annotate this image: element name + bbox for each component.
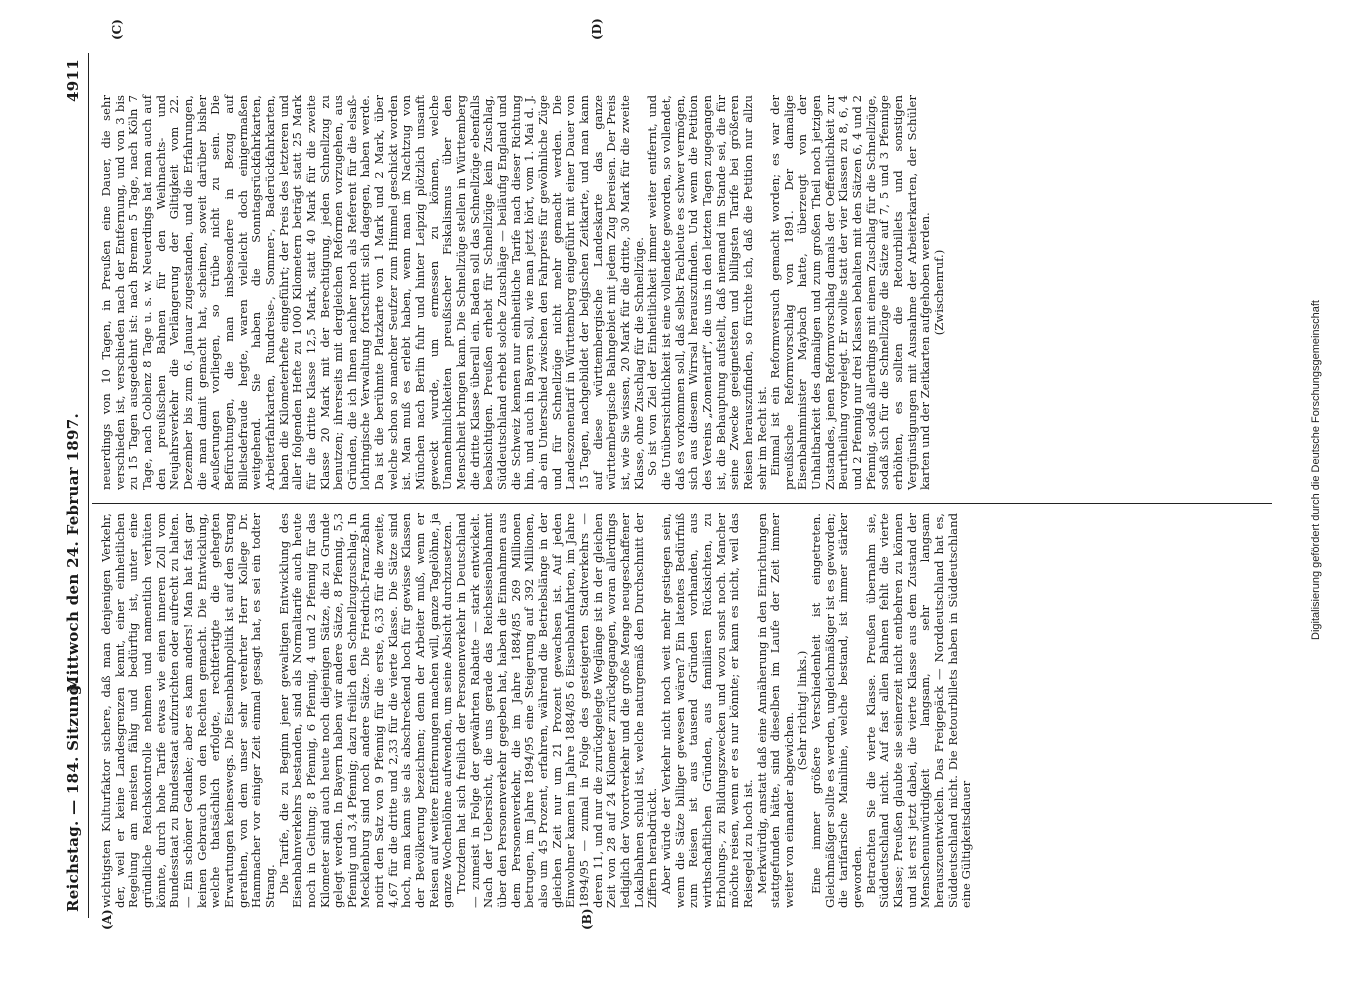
margin-marker-b: (B): [580, 908, 594, 930]
interjection: (Zwischenruf.): [932, 249, 947, 336]
page-number: 4911: [64, 59, 82, 102]
margin-marker-c: (C): [110, 19, 124, 40]
page-header: [62, 53, 89, 918]
paragraph: Die Tarife, die zu Beginn jener gewaltigen Entwicklung des Eisenbahnverkehrs bestanden, sind als Normaltarife auch heute noch in Geltung; 8 Pfennig, 6 Pfennig, 4 und 2 Pfennig für das Kilometer sind auch heute noch diejenigen Sätze, die zu Grunde gelegt werden. In Bayern haben wir andere Sätze, 8 Pfennig, 5,3 Pfennig und 3,4 Pfennig; dazu freilich den Schnellzugzuschlag. In Mecklenburg sind noch andere Sätze. Die Friedrich-Franz-Bahn notirt den Satz von 9 Pfennig für die erste, 6,33 für die zweite, 4,67 für die dritte und 2,33 für die vierte Klasse. Die Sätze sind hoch, man kann sie als abschreckend hoch für gewisse Klassen der Bevölkerung bezeichnen; denn der Arbeiter muß, wenn er Reisen auf weitere Entfernungen machen will, ganze Tagelöhne, ja ganze Wochenlöhne aufwenden, um seine Absicht durchzusetzen.: [276, 513, 455, 908]
paragraph: Betrachten Sie die vierte Klasse. Preußen übernahm sie, Süddeutschland nicht. Auf fast allen Bahnen fehlt die vierte Klasse; Preußen glaubte sie seinerzeit nicht entbehren zu können und ist erst jetzt dabei, die vierte Klasse aus dem Zustand der Menschenunwürdigkeit langsam, sehr langsam herauszuentwickeln. Das Freigepäck — Norddeutschland hat es, Süddeutschland nicht. Die Retourbillets haben in Süddeutschland eine Gültigkeitsdauer: [863, 513, 974, 908]
paragraph: wichtigsten Kulturfaktor sichere, daß man denjenigen Verkehr, der, weil er keine Landesgrenzen kennt, einer einheitlichen Regelung am meisten fähig und bedürftig ist, unter eine gründliche Reichskontrolle nehmen und namentlich verhüten könnte, durch hohe Tarife etwas wie einen inneren Zoll vom Bundesstaat zu Bundesstaat aufzurichten oder aufrecht zu halten. — Ein schöner Gedanke; aber es kam anders! Man hat fast gar keinen Gebrauch von den Rechten gemacht. Die Entwicklung, welche thatsächlich erfolgte, rechtfertigte die gehegten Erwartungen keineswegs. Die Eisenbahnpolitik ist auf den Strang gerathen, von dem unser sehr verehrter Herr Kollege Dr. Hammacher vor einiger Zeit einmal gesagt hat, es sei ein todter Strang.: [99, 513, 277, 908]
paragraph: Aber würde der Verkehr nicht noch weit mehr gestiegen sein, wenn die Sätze billiger gewesen wären? Ein latentes Bedürfniß zum Reisen ist aus tausend Gründen vorhanden, aus wirthschaftlichen Gründen, aus familiären Rücksichten, zu Erholungs-, zu Bildungszwecken und wozu sonst noch. Mancher möchte reisen, wenn er es nur könnte; er kann es nicht, weil das Reisegeld zu hoch ist.: [658, 513, 755, 908]
header-left: Reichstag. — 184. Sitzung.: [64, 678, 82, 912]
digitization-credit: Digitalisierung gefördert durch die Deutsche Forschungsgemeinschaft: [1310, 300, 1322, 640]
right-column: [100, 95, 947, 490]
paragraph: So ist von Ziel der Einheitlichkeit immer weiter entfernt, und die Unübersichtlichkeit ist eine vollendete geworden, so vollendet, daß es vorkommen soll, daß selbst Fachleute es schwer vermögen, sich aus diesem Wirrsal herauszufinden. Und wenn die Petition des Vereins „Zonentarif“, die uns in den letzten Tagen zugegangen ist, die Behauptung aufstellt, daß niemand im Stande sei, die für seine Zwecke geeignetsten und billigsten Tarife bei größeren Reisen herauszufinden, so fürchte ich, daß die Petition nur allzu sehr im Recht ist.: [645, 95, 769, 490]
margin-marker-d: (D): [590, 18, 604, 40]
paragraph: Merkwürdig, anstatt daß eine Annäherung in den Einrichtungen stattgefunden hätte, sind dieselben im Laufe der Zeit immer weiter von einander abgewichen.: [754, 513, 796, 908]
interjection: (Sehr richtig! links.): [795, 650, 810, 771]
header-right: [64, 59, 82, 692]
margin-marker-a: (A): [100, 909, 114, 930]
column-divider: [92, 503, 1272, 504]
header-date: Mittwoch den 24. Februar 1897.: [64, 413, 82, 693]
paragraph: Eine immer größere Verschiedenheit ist eingetreten. Gleichmäßiger sollte es werden, ungleichmäßiger ist es geworden; die tarifarische Mainlinie, welche bestand, ist immer stärker geworden.: [809, 513, 865, 908]
paragraph: Trotzdem hat sich freilich der Personenverkehr in Deutschland — zumeist in Folge der gewährten Rabatte — stark entwickelt. Nach der Uebersicht, die uns gerade das Reichseisenbahnamt über den Personenverkehr gegeben hat, haben die Einnahmen aus dem Personenverkehr, die im Jahre 1884/85 269 Millionen betrugen, im Jahre 1894/95 eine Steigerung auf 392 Millionen, also um 45 Prozent, erfahren, während die Betriebslänge in der gleichen Zeit nur um 21 Prozent gewachsen ist. Auf jeden Einwohner kamen im Jahre 1884/85 6 Eisenbahnfahrten, im Jahre 1894/95 — zumal in Folge des gesteigerten Stadtverkehrs — deren 11, und nur die zurückgelegte Weglänge ist in der gleichen Zeit von 28 auf 24 Kilometer zurückgegangen, woran allerdings lediglich der Vorortverkehr und die große Menge neugeschaffener Lokalbahnen schuld ist, welche naturgemäß den Durchschnitt der Ziffern herabdrückt.: [454, 513, 660, 908]
paragraph: Einmal ist ein Reformversuch gemacht worden; es war der preußische Reformvorschlag von 1891. Der damalige Eisenbahnminister Maybach hatte, überzeugt von der Unhaltbarkeit des damaligen und zum großen Theil noch jetzigen Zustandes, jenen Reformvorschlag damals der Oeffentlichkeit zur Beurtheilung vorgelegt. Er wollte statt der vier Klassen zu 8, 6, 4 und 2 Pfennig nur drei Klassen behalten mit den Sätzen 6, 4 und 2 Pfennig, sodaß allerdings mit einem Zuschlag für die Schnellzüge, sodaß sich für die Schnellzüge die Sätze auf 7, 5 und 3 Pfennige erhöhten, es sollten die Retourbillets und sonstigen Vergünstigungen mit Ausnahme der Arbeiterkarten, der Schüler karten und der Zeitkarten aufgehoben werden.: [768, 95, 933, 490]
paragraph: neuerdings von 10 Tagen, in Preußen eine Dauer, die sehr verschieden ist, verschieden nach der Entfernung, und von 3 bis zu 15 Tagen ausgedehnt ist: nach Bremen 5 Tage, nach Köln 7 Tage, nach Coblenz 8 Tage u. s. w. Neuerdings hat man auch auf den preußischen Bahnen für den Weihnachts- und Neujahrsverkehr die Verlängerung der Giltigkeit vom 22. Dezember bis zum 6. Januar zugestanden, und die Erfahrungen, die man damit gemacht hat, scheinen, soweit darüber bisher Aeußerungen vorliegen, so trübe nicht zu sein. Die Befürchtungen, die man insbesondere in Bezug auf Billetsdefraude hegte, waren vielleicht doch einigermaßen weitgehend. Sie haben die Sonntagsrückfahrkarten, Arbeiterfahrkarten, Rundreise-, Sommer-, Baderückfahrkarten, haben die Kilometerhefte eingeführt; der Preis des letzteren und aller folgenden Hefte zu 1000 Kilometern beträgt statt 25 Mark für die dritte Klasse 12,5 Mark, statt 40 Mark für die zweite Klasse 20 Mark mit der Berechtigung, jeden Schnellzug zu benutzen; ihrerseits mit dergleichen Reformen vorzugehen, aus Gründen, die ich Ihnen nachher noch als Referent für die elsaß-lothringische Verwaltung fortschritt sich dagegen, haben werde. Da ist die berühmte Platzkarte von 1 Mark und 2 Mark, über welche schon so mancher Seufzer zum Himmel geschickt worden ist. Man muß es erlebt haben, wenn man im Nachtzug von München nach Berlin fuhr und hinter Leipzig plötzlich unsanft geweckt wurde, um ermessen zu können, welche Unannehmlichkeiten preußischer Fiskalismus über den Menschheit bringen kann. Die Schnellzüge stellen in Württemberg die dritte Klasse überall ein. Baden soll das Schnellzüge ebenfalls beabsichtigen. Preußen erhebt für Schnellzüge kein Zuschlag, Süddeutschland erhebt solche Zuschläge — beiläufig England und die Schweiz kennen nur einheitliche Tarife nach dieser Richtung hin, und auch in Bayern soll, wie man jetzt hört, vom 1. Mai d. J. ab ein Unterschied zwischen den Fahrpreis für gewöhnliche Züge und für Schnellzüge nicht mehr gemacht werden. Die Landeszonentarif in Württemberg eingeführt mit einer Dauer von 15 Tagen, nachgebildet der belgischen Zeitkarte, und man kann auf diese württembergische Landeskarte das ganze württembergische Bahngebiet mit jedem Zug bereisen. Der Preis ist, wie Sie wissen, 20 Mark für die dritte, 30 Mark für die zweite Klasse, ohne Zuschlag für die Schnellzüge.: [99, 95, 646, 490]
left-column: [100, 513, 974, 908]
